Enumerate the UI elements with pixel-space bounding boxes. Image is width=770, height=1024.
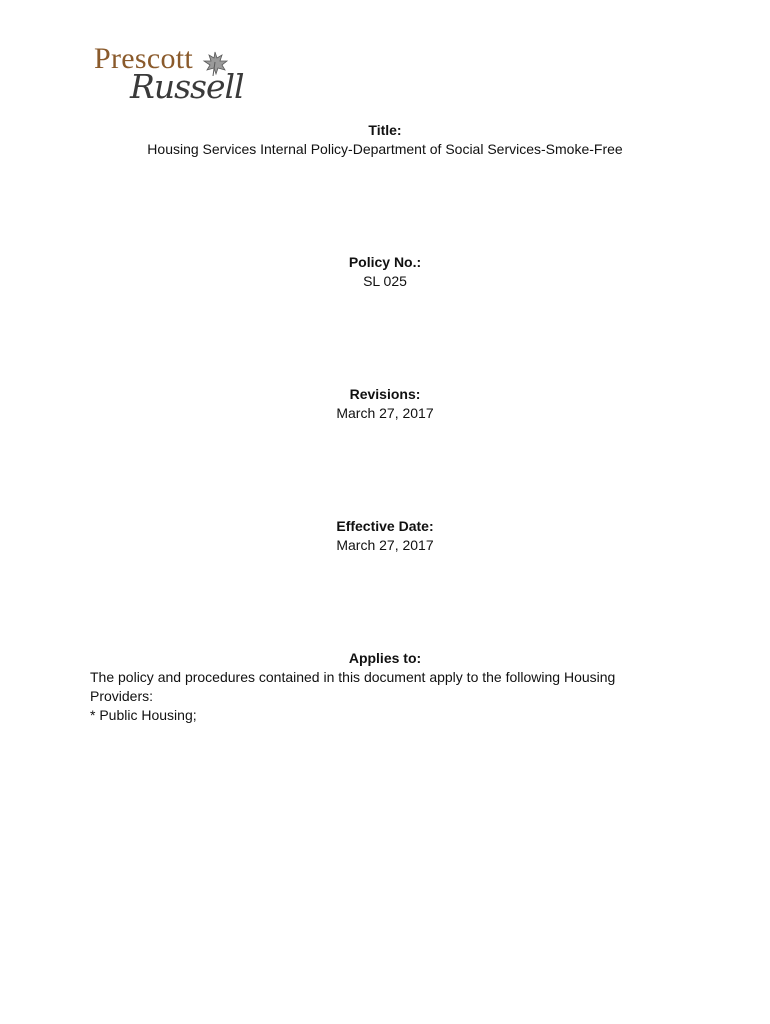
effective-date-label: Effective Date: — [336, 518, 434, 534]
effective-date-value: March 27, 2017 — [336, 537, 434, 553]
title-value: Housing Services Internal Policy-Department of Social Services-Smoke-Free — [147, 141, 623, 157]
logo-word-prescott: Prescott — [94, 42, 194, 75]
logo-word-russell: Russell — [130, 67, 244, 106]
effective-date-section — [0, 517, 770, 555]
applies-to-label: Applies to: — [348, 650, 422, 666]
revisions-label: Revisions: — [349, 386, 421, 402]
applies-to-line: * Public Housing; — [90, 707, 197, 723]
policy-number-value: SL 025 — [363, 273, 407, 289]
title-section — [0, 121, 770, 159]
policy-number-label: Policy No.: — [348, 254, 422, 270]
policy-number-section — [0, 253, 770, 291]
applies-to-line: The policy and procedures contained in this document apply to the following Housing — [90, 669, 616, 685]
applies-to-line: Providers: — [90, 688, 154, 704]
title-label: Title: — [368, 122, 402, 138]
prescott-russell-logo — [92, 44, 252, 106]
revisions-section — [0, 385, 770, 423]
revisions-value: March 27, 2017 — [336, 405, 434, 421]
applies-to-section — [90, 649, 680, 725]
